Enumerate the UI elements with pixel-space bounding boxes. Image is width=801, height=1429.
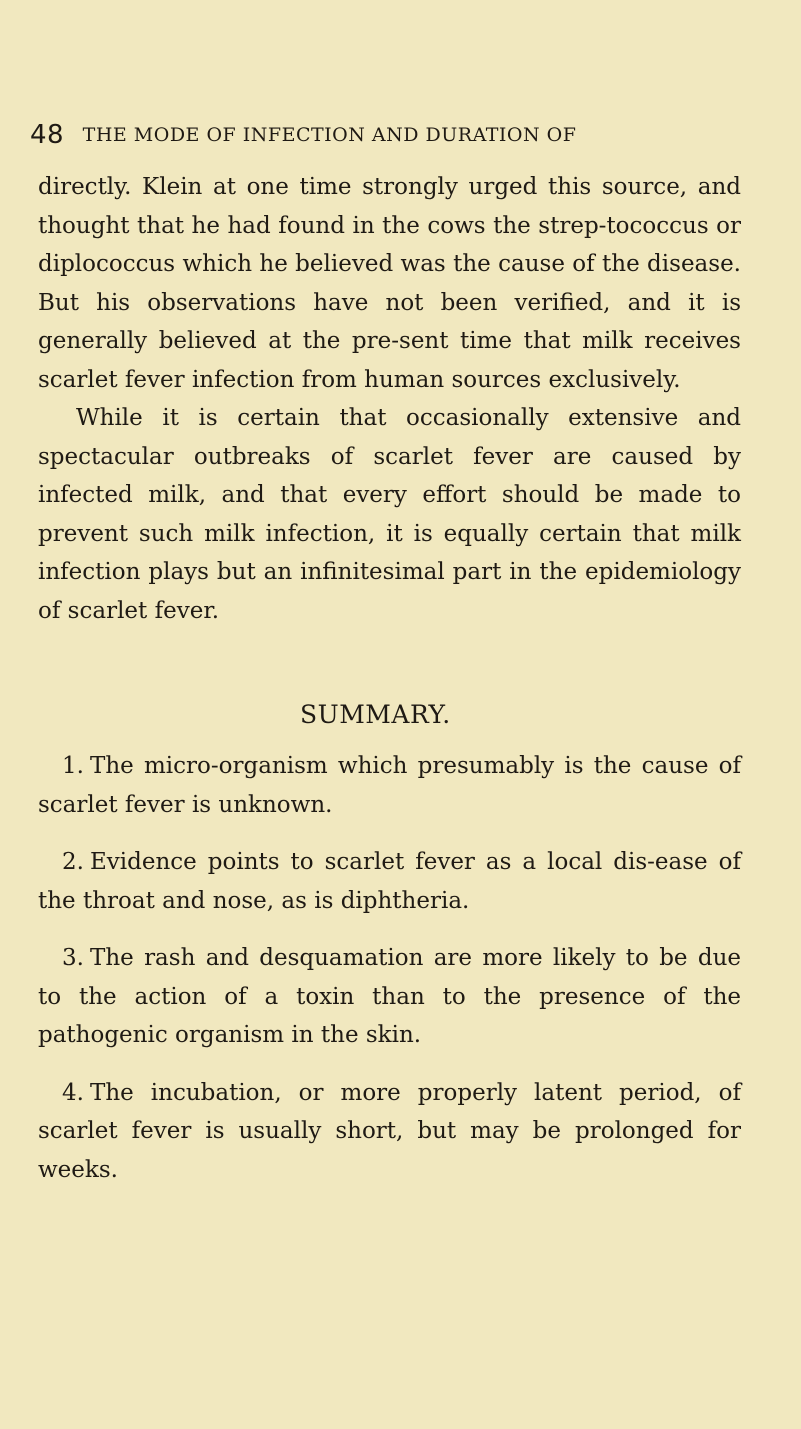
summary-item (38, 939, 741, 1055)
summary-item-number: 1. (62, 753, 84, 779)
summary-item-text: The rash and desquamation are more likely to be due to the action of a toxin than to the presence of the pathogenic organism in the skin. (38, 945, 741, 1048)
summary-item-number: 3. (62, 945, 84, 971)
summary-item-text: Evidence points to scarlet fever as a local dis-ease of the throat and nose, as is diphtheria. (38, 849, 741, 914)
summary-item-number: 4. (62, 1079, 84, 1106)
summary-heading: SUMMARY. (300, 700, 451, 729)
body-text (38, 168, 741, 630)
paragraph: directly. Klein at one time strongly urged this source, and thought that he had found in the cows the strep-tococcus or diplococcus which he believed was the cause of the disease. But his observations have not been verified, and it is generally believed at the pre-sent time that milk receives scarlet fever infection from human sources exclusively. (38, 174, 741, 393)
summary-item (38, 843, 741, 920)
summary-item (38, 1074, 741, 1190)
summary-item-number: 2. (62, 849, 84, 875)
summary-item (38, 747, 741, 824)
page-number: 48 (30, 120, 65, 150)
running-header (30, 120, 750, 150)
summary-item-text: The micro-organism which presumably is the cause of scarlet fever is unknown. (38, 753, 741, 818)
running-title: THE MODE OF INFECTION AND DURATION OF (82, 124, 577, 146)
summary-list (38, 747, 741, 1189)
paragraph: While it is certain that occasionally extensive and spectacular outbreaks of scarlet fever are caused by infected milk, and that every effort should be made to prevent such milk infection, it is equally certain that milk infection plays but an infinitesimal part in the epidemiology of scarlet fever. (38, 405, 741, 624)
summary-item-text: The incubation, or more properly latent period, of scarlet fever is usually short, but may be prolonged for weeks. (38, 1079, 741, 1183)
